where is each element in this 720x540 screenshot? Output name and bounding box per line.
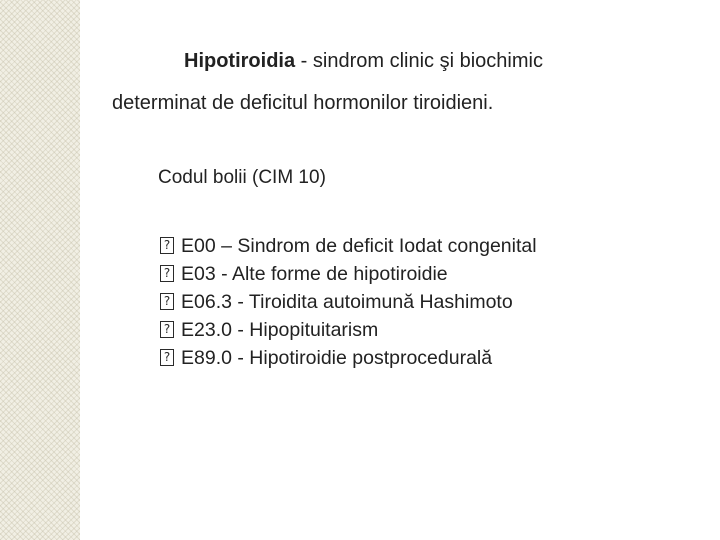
list-item (160, 260, 680, 288)
definition-paragraph (112, 40, 672, 124)
list-item (160, 344, 680, 372)
definition-term: Hipotiroidia (184, 50, 296, 72)
codes-list (160, 232, 680, 372)
missing-glyph-bullet-icon: ? (160, 321, 174, 338)
missing-glyph-bullet-icon: ? (160, 237, 174, 254)
definition-text-line2: determinat de deficitul hormonilor tiroidieni. (112, 92, 494, 114)
code-item-text: E23.0 - Hipopituitarism (181, 319, 379, 341)
missing-glyph-bullet-icon: ? (160, 349, 174, 366)
decorative-side-strip (0, 0, 80, 540)
definition-text-line1: - sindrom clinic şi biochimic (295, 50, 543, 72)
list-item (160, 288, 680, 316)
list-item (160, 232, 680, 260)
list-item (160, 316, 680, 344)
code-item-text: E00 – Sindrom de deficit Iodat congenital (181, 235, 537, 257)
code-item-text: E89.0 - Hipotiroidie postprocedurală (181, 347, 493, 369)
codes-heading: Codul bolii (CIM 10) (158, 167, 326, 188)
code-item-text: E06.3 - Tiroidita autoimună Hashimoto (181, 291, 513, 313)
missing-glyph-bullet-icon: ? (160, 265, 174, 282)
missing-glyph-bullet-icon: ? (160, 293, 174, 310)
code-item-text: E03 - Alte forme de hipotiroidie (181, 263, 448, 285)
